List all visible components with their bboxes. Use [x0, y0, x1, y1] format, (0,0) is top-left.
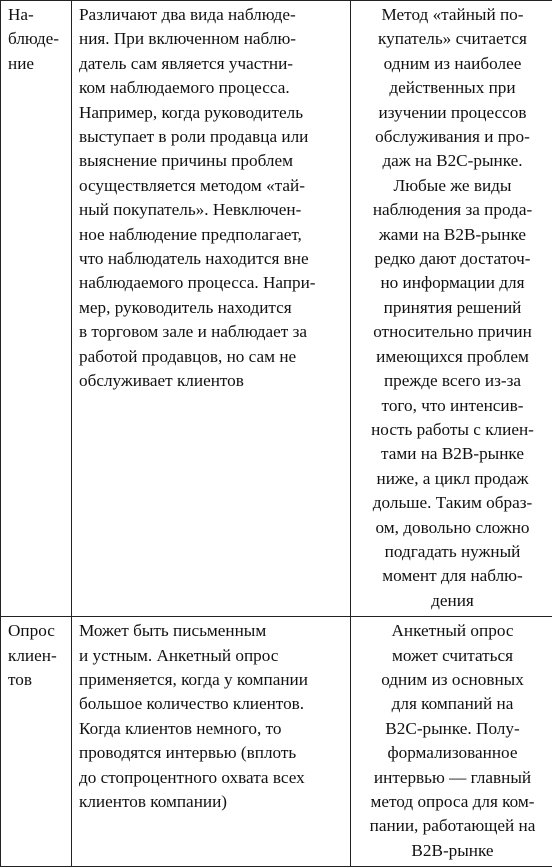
method-description-cell: Может быть письменным и устным. Анкетный опрос применяется, когда у компании большое количество клиентов. Когда клиентов немного, то проводятся интервью (вплоть до стопроцентного охвата всех клиентов компании) [72, 617, 351, 867]
method-name-cell: Опрос клиен- тов [1, 617, 72, 867]
method-description-cell: Различают два вида наблюде- ния. При включенном наблю- датель сам является участни- ком наблюдаемого процесса. Например, когда руководитель выступает в роли продавца или выяснение причины проблем осуществляется методом «тай- ный покупатель». Невключен- ное наблюдение предполагает, что наблюдатель находится вне наблюдаемого процесса. Напри- мер, руководитель находится в торговом зале и наблюдает за работой продавцов, но сам не обслуживает клиентов [72, 1, 351, 617]
table-row [1, 1, 552, 617]
method-comment-cell: Метод «тайный по- купатель» считается одним из наиболее действенных при изучении процессов обслуживания и про- даж на B2C-рынке. Любые же виды наблюдения за прода- жами на B2B-рынке редко дают достаточ- но информации для принятия решений относительно причин имеющихся проблем прежде всего из-за того, что интенсив- ность работы с клиен- тами на B2B-рынке ниже, а цикл продаж дольше. Таким образ- ом, довольно сложно подгадать нужный момент для наблю- дения [351, 1, 552, 617]
table-row [1, 617, 552, 867]
method-name-cell: На- блюде- ние [1, 1, 72, 617]
method-comment-cell: Анкетный опрос может считаться одним из основных для компаний на B2C-рынке. Полу- формализованное интервью — главный метод опроса для ком- пании, работающей на B2B-рынке [351, 617, 552, 867]
